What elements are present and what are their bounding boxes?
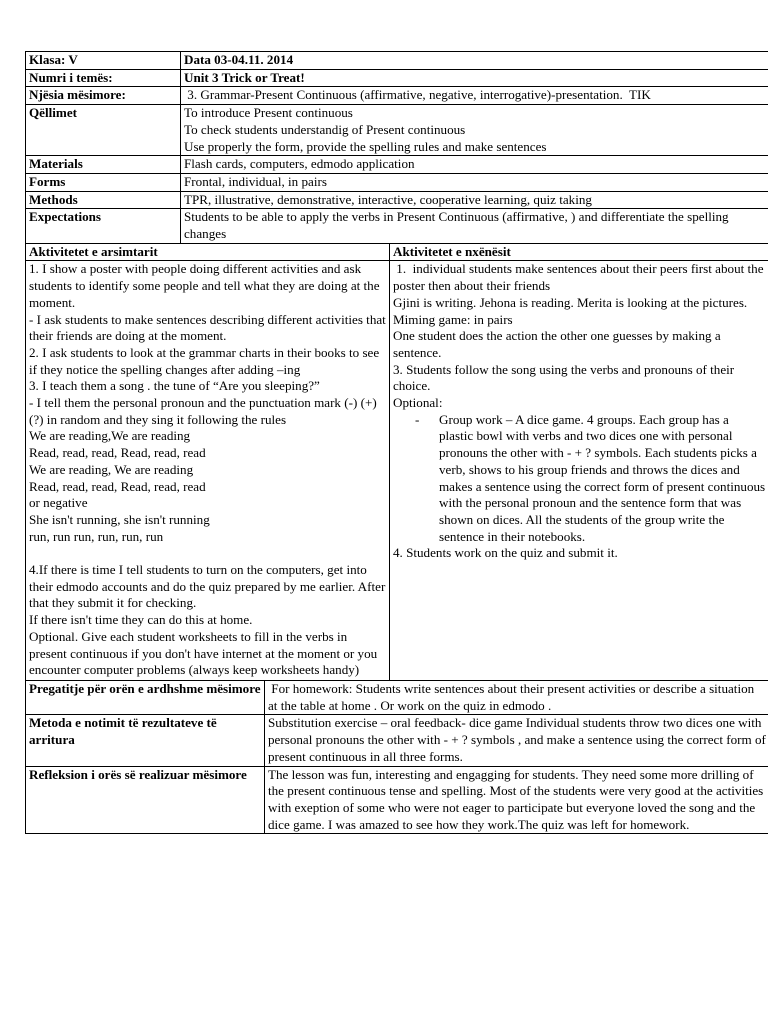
teacher-line: 1. I show a poster with people doing different activities and ask students to identify some people and tell what they are doing at the moment.: [29, 261, 380, 310]
tema-value: Unit 3 Trick or Treat!: [181, 69, 768, 87]
row-refleksion: [26, 766, 768, 834]
row-pregatitje: [26, 681, 768, 715]
expectations-label: Expectations: [26, 209, 181, 243]
row-expectations: [26, 209, 768, 243]
activities-table: [25, 243, 768, 681]
song-line: Read, read, read, Read, read, read: [29, 478, 206, 494]
qellimet-value: [181, 105, 768, 156]
song-line: or negative: [29, 495, 88, 511]
teacher-line: - I ask students to make sentences describing different activities that their friends are doing at the moment.: [29, 311, 386, 344]
row-forms: [26, 173, 768, 191]
row-metoda: [26, 715, 768, 766]
teacher-line: Optional. Give each student worksheets to fill in the verbs in present continuous if you don't have internet at the moment or you encounter computer problems (always keep worksheets handy): [29, 628, 378, 678]
song-line: We are reading,We are reading: [29, 428, 191, 444]
materials-label: Materials: [26, 156, 181, 174]
teacher-activities: [26, 261, 390, 681]
header-row-tema: [26, 69, 768, 87]
optional-list: [393, 412, 766, 546]
date-value: Data 03-04.11. 2014: [181, 52, 768, 70]
student-line: Optional:: [393, 395, 443, 411]
teacher-activities-header: Aktivitetet e arsimtarit: [26, 243, 390, 261]
student-line: 3. Students follow the song using the verbs and pronouns of their choice.: [393, 361, 735, 394]
lesson-plan-sheet: [25, 51, 768, 834]
forms-value: Frontal, individual, in pairs: [181, 173, 768, 191]
qellim-line: To introduce Present continuous: [184, 105, 353, 121]
qellim-line: Use properly the form, provide the spelling rules and make sentences: [184, 138, 547, 154]
qellim-line: To check students understandig of Present continuous: [184, 121, 466, 137]
tema-label: Numri i temës:: [26, 69, 181, 87]
methods-value: TPR, illustrative, demonstrative, interactive, cooperative learning, quiz taking: [181, 191, 768, 209]
row-qellimet: [26, 105, 768, 156]
refleksion-label: Refleksion i orës së realizuar mësimore: [26, 766, 265, 834]
njesia-value: 3. Grammar-Present Continuous (affirmative, negative, interrogative)-presentation. TIK: [181, 87, 768, 105]
metoda-value: Substitution exercise – oral feedback- dice game Individual students throw two dices one with personal pronouns the other with - + ? symbols , and make a sentence using the correct form of present continuous in all three forms.: [265, 715, 768, 766]
forms-label: Forms: [26, 173, 181, 191]
njesia-label: Njësia mësimore:: [26, 87, 181, 105]
refleksion-value: The lesson was fun, interesting and engagging for students. They need some more drilling of the present continuous tense and spelling. Most of the students were very good at the activities with exeption of some who were not eager to participate but everyone loved the song and the dice game. I was amazed to see how they work.The quiz was left for homework.: [265, 766, 768, 834]
teacher-line: 3. I teach them a song . the tune of “Are you sleeping?”: [29, 378, 320, 394]
pregatitje-value: For homework: Students write sentences about their present activities or describe a situation at the table at home . Or work on the quiz in edmodo .: [265, 681, 768, 715]
teacher-line: - I tell them the personal pronoun and the punctuation mark (-) (+) (?) in random and they sing it following the rules: [29, 395, 377, 427]
metoda-label: Metoda e notimit të rezultateve të arritura: [26, 715, 265, 766]
teacher-line: 4.If there is time I tell students to turn on the computers, get into their edmodo accounts and do the quiz prepared by me earlier. After that they submit it for checking.: [29, 562, 386, 611]
student-activities: [390, 261, 768, 681]
blank-line: [29, 545, 386, 562]
song-line: We are reading, We are reading: [29, 461, 194, 477]
dice-game-item: - Group work – A dice game. 4 groups. Each group has a plastic bowl with verbs and two dices one with personal pronouns the other with - + ? symbols. Each students picks a verb, shows to his group friends and throws the dices and makes a sentence using the correct form of present continuous with the personal pronoun and the sentence form that was shown on dices. All the students of the group write the sentence in their notebooks.: [439, 412, 766, 546]
materials-value: Flash cards, computers, edmodo application: [181, 156, 768, 174]
lesson-footer-table: [25, 680, 768, 834]
song-line: She isn't running, she isn't running: [29, 511, 210, 527]
row-materials: [26, 156, 768, 174]
student-line: Miming game: in pairs: [393, 311, 513, 327]
student-line: One student does the action the other one guesses by making a sentence.: [393, 328, 721, 360]
teacher-line: 2. I ask students to look at the grammar charts in their books to see if they notice the spelling changes after adding –ing: [29, 344, 380, 377]
header-row-klasa: [26, 52, 768, 70]
expectations-value: Students to be able to apply the verbs in Present Continuous (affirmative, ) and differentiate the spelling changes: [181, 209, 768, 243]
lesson-header-table: [25, 51, 768, 244]
row-methods: [26, 191, 768, 209]
song-line: Read, read, read, Read, read, read: [29, 445, 206, 461]
student-line: Gjini is writing. Jehona is reading. Merita is looking at the pictures.: [393, 294, 748, 310]
student-activities-header: Aktivitetet e nxënësit: [390, 243, 768, 261]
activities-header-row: [26, 243, 768, 261]
student-line: 1. individual students make sentences about their peers first about the poster then about their friends: [393, 261, 767, 294]
student-line: 4. Students work on the quiz and submit it.: [393, 545, 618, 561]
pregatitje-label: Pregatitje për orën e ardhshme mësimore: [26, 681, 265, 715]
qellimet-label: Qëllimet: [26, 105, 181, 156]
teacher-line: If there isn't time they can do this at home.: [29, 612, 253, 628]
header-row-njesia: [26, 87, 768, 105]
klasa-label: Klasa: V: [26, 52, 181, 70]
methods-label: Methods: [26, 191, 181, 209]
activities-body-row: [26, 261, 768, 681]
song-line: run, run run, run, run, run: [29, 528, 164, 544]
